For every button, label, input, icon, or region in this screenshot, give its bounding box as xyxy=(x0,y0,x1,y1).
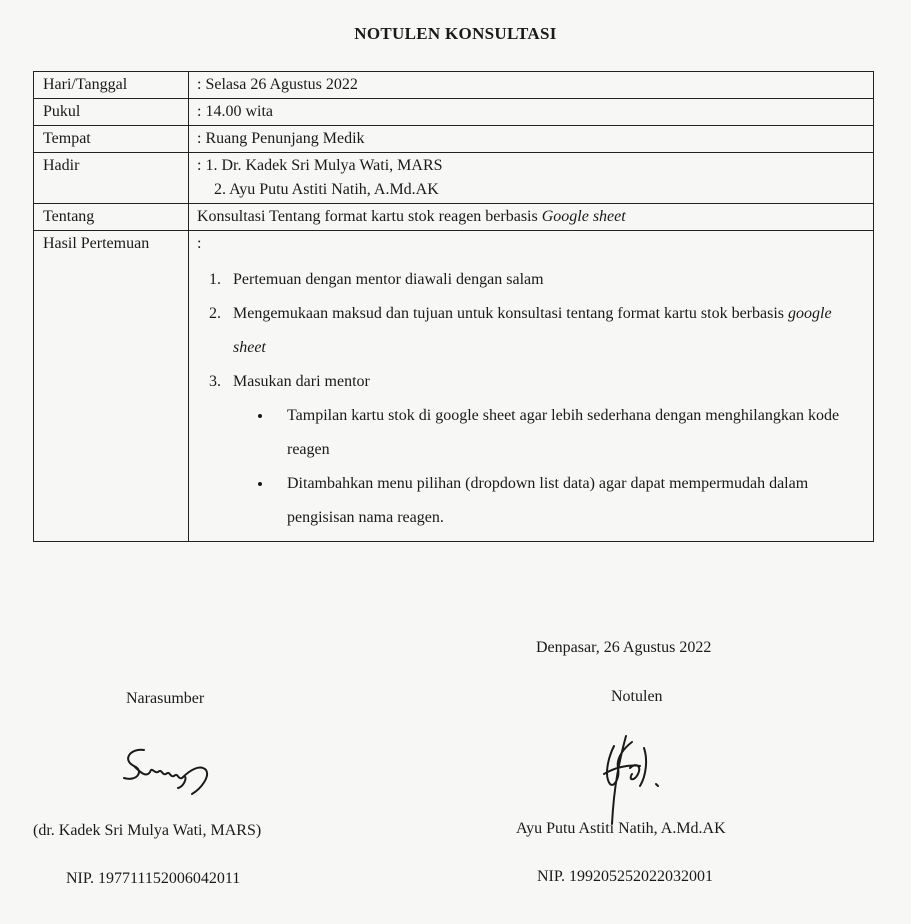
hasil-list xyxy=(197,263,865,535)
right-nip: NIP. 199205252022032001 xyxy=(537,868,714,885)
label-tentang: Tentang xyxy=(34,204,189,231)
row-hadir xyxy=(34,153,874,204)
hadir-line-2: 2. Ayu Putu Astiti Natih, A.Md.AK xyxy=(214,181,439,198)
right-signature-icon xyxy=(584,728,684,828)
label-hadir: Hadir xyxy=(34,153,189,204)
row-pukul xyxy=(34,99,874,126)
hasil-sub-item-1: • Tampilan kartu stok di google sheet agar lebih sederhana dengan menghilangkan kode reagen xyxy=(273,399,865,467)
left-role: Narasumber xyxy=(126,690,205,707)
document-title: NOTULEN KONSULTASI xyxy=(354,24,557,43)
left-signature-icon xyxy=(116,742,226,808)
hasil-item-2-italic: google sheet xyxy=(233,305,832,356)
hasil-item-1: 1. Pertemuan dengan mentor diawali dengan salam xyxy=(225,263,865,297)
value-pukul: : 14.00 wita xyxy=(189,99,874,126)
right-name: Ayu Putu Astiti Natih, A.Md.AK xyxy=(516,820,726,837)
label-hasil-pertemuan: Hasil Pertemuan xyxy=(34,231,189,542)
label-tempat: Tempat xyxy=(34,126,189,153)
hasil-item-3 xyxy=(225,365,865,535)
hasil-item-2 xyxy=(225,297,865,365)
hasil-item-2-text: Mengemukaan maksud dan tujuan untuk konsultasi tentang format kartu stok berbasis xyxy=(233,305,788,322)
row-tempat xyxy=(34,126,874,153)
left-name: (dr. Kadek Sri Mulya Wati, MARS) xyxy=(33,822,262,839)
value-hari-tanggal: : Selasa 26 Agustus 2022 xyxy=(189,72,874,99)
hasil-item-3-text: Masukan dari mentor xyxy=(233,373,370,390)
row-tentang xyxy=(34,204,874,231)
hasil-sub-list xyxy=(233,399,865,535)
value-tempat: : Ruang Penunjang Medik xyxy=(189,126,874,153)
label-pukul: Pukul xyxy=(34,99,189,126)
tentang-text: Konsultasi Tentang format kartu stok reagen berbasis xyxy=(197,208,542,225)
row-hasil-pertemuan xyxy=(34,231,874,542)
value-tentang xyxy=(189,204,874,231)
place-date: Denpasar, 26 Agustus 2022 xyxy=(536,639,712,656)
value-hadir xyxy=(189,153,874,204)
tentang-italic: Google sheet xyxy=(541,208,626,225)
row-hari-tanggal xyxy=(34,72,874,99)
right-role: Notulen xyxy=(611,688,663,705)
minutes-table xyxy=(33,71,874,542)
hadir-line-1: : 1. Dr. Kadek Sri Mulya Wati, MARS xyxy=(197,157,443,174)
hasil-sub-item-2: • Ditambahkan menu pilihan (dropdown list data) agar dapat mempermudah dalam pengisisan nama reagen. xyxy=(273,467,865,535)
left-nip: NIP. 197711152006042011 xyxy=(66,870,241,887)
value-hasil-pertemuan xyxy=(189,231,874,542)
hasil-colon: : xyxy=(197,235,202,252)
label-hari-tanggal: Hari/Tanggal xyxy=(34,72,189,99)
